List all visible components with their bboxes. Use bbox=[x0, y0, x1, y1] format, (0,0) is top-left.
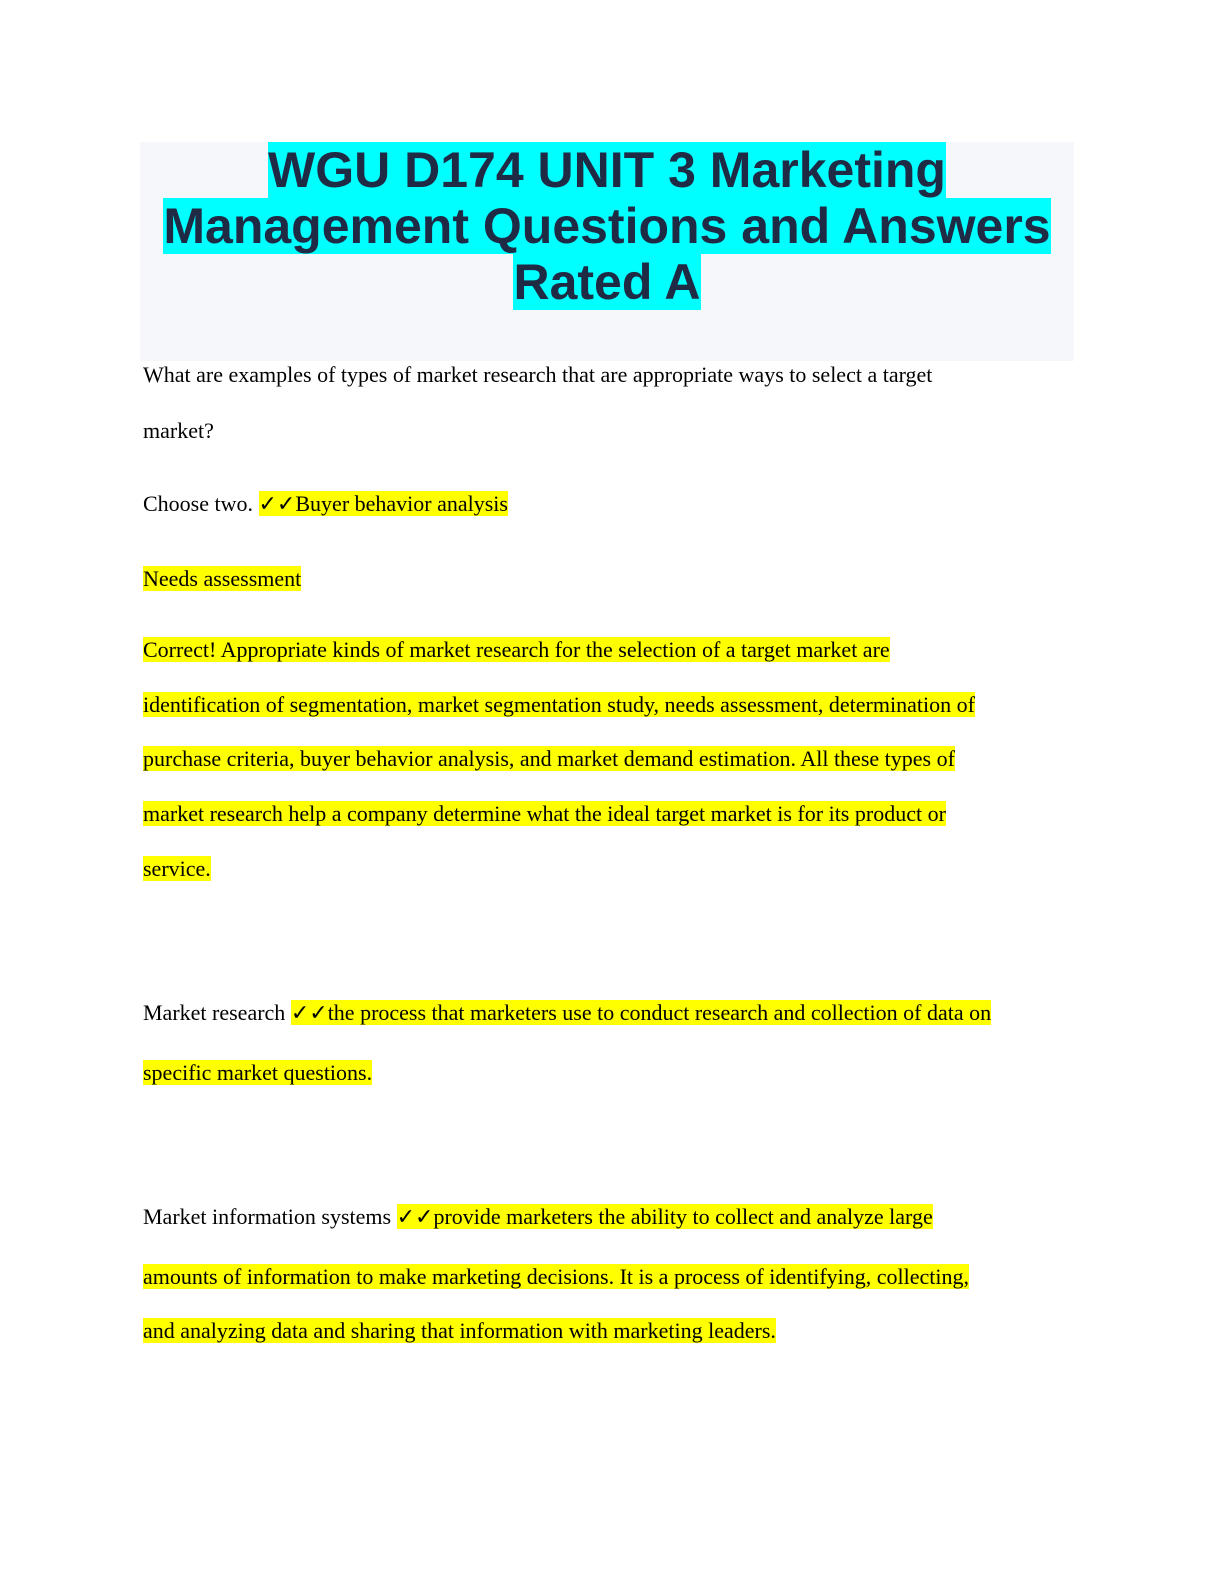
explanation-text: purchase criteria, buyer behavior analysis, and market demand estimation. All these types of bbox=[143, 746, 955, 771]
answer-1-explanation-3 bbox=[143, 746, 1073, 772]
title-line-3: Rated A bbox=[513, 254, 701, 310]
question-1-text-cont: market? bbox=[143, 418, 214, 443]
title-panel bbox=[140, 142, 1074, 361]
answer-2-text-cont: specific market questions. bbox=[143, 1060, 373, 1085]
answer-2-text: the process that marketers use to conduct research and collection of data on bbox=[327, 1000, 992, 1025]
answer-3-text-cont: amounts of information to make marketing decisions. It is a process of identifying, collecting, bbox=[143, 1264, 970, 1289]
page-title bbox=[140, 142, 1074, 310]
explanation-text: service. bbox=[143, 856, 211, 881]
answer-1-explanation-4 bbox=[143, 801, 1073, 827]
title-line-2: Management Questions and Answers bbox=[163, 198, 1051, 254]
question-3-line-2 bbox=[143, 1264, 1073, 1290]
answer-1-explanation-5 bbox=[143, 856, 1073, 882]
question-1-line-2 bbox=[143, 418, 1073, 444]
double-check-icon: ✓✓ bbox=[396, 1205, 434, 1230]
question-1-text: What are examples of types of market research that are appropriate ways to select a target bbox=[143, 362, 933, 387]
explanation-text: Correct! Appropriate kinds of market research for the selection of a target market are bbox=[143, 637, 890, 662]
question-2-line-2 bbox=[143, 1060, 1073, 1086]
question-2-line-1 bbox=[143, 1000, 1073, 1026]
choose-two-label: Choose two. bbox=[143, 491, 253, 516]
answer-1-first: Buyer behavior analysis bbox=[295, 491, 508, 516]
explanation-text: market research help a company determine what the ideal target market is for its product or bbox=[143, 801, 946, 826]
explanation-text: identification of segmentation, market segmentation study, needs assessment, determination of bbox=[143, 692, 975, 717]
title-line-1: WGU D174 UNIT 3 Marketing bbox=[268, 142, 946, 198]
question-3-line-1 bbox=[143, 1204, 1073, 1230]
term-market-research: Market research bbox=[143, 1000, 286, 1025]
term-market-information-systems: Market information systems bbox=[143, 1204, 392, 1229]
answer-3-text: provide marketers the ability to collect and analyze large bbox=[433, 1204, 933, 1229]
question-1-choose-line bbox=[143, 491, 1073, 517]
answer-3-text-cont: and analyzing data and sharing that information with marketing leaders. bbox=[143, 1318, 776, 1343]
question-1-line-1 bbox=[143, 362, 1073, 388]
answer-1-explanation-1 bbox=[143, 637, 1073, 663]
question-3-line-3 bbox=[143, 1318, 1073, 1344]
answer-1-explanation-2 bbox=[143, 692, 1073, 718]
answer-1-second: Needs assessment bbox=[143, 566, 302, 591]
answer-1-second-line bbox=[143, 566, 1073, 592]
double-check-icon: ✓✓ bbox=[258, 492, 296, 517]
double-check-icon: ✓✓ bbox=[290, 1001, 328, 1026]
